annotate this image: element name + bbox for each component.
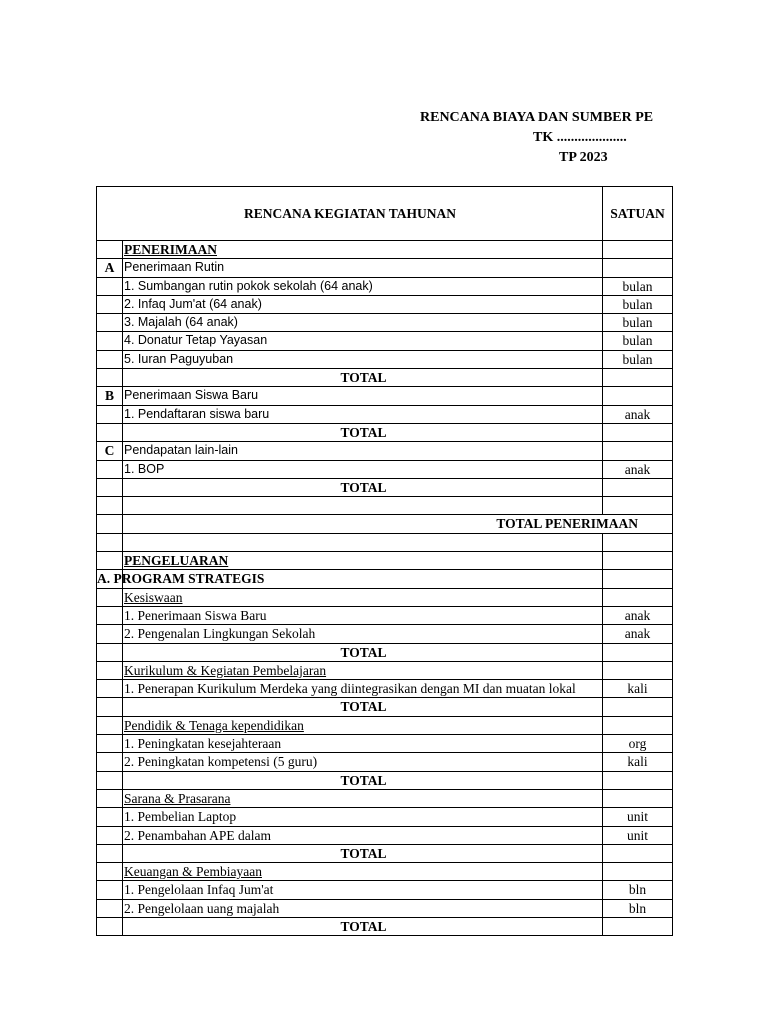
row-code xyxy=(97,717,123,734)
row-label: 2. Pengenalan Lingkungan Sekolah xyxy=(124,626,316,642)
row-unit xyxy=(602,387,672,404)
row-code xyxy=(97,644,123,661)
row-code: A xyxy=(97,259,123,276)
row-unit xyxy=(602,772,672,789)
row-unit: unit xyxy=(602,808,672,825)
row-code xyxy=(97,314,123,331)
row-unit: unit xyxy=(602,827,672,844)
row-code: C xyxy=(97,442,123,459)
row-unit xyxy=(602,589,672,606)
table-row xyxy=(96,607,673,625)
table-row xyxy=(96,314,673,332)
row-label: 4. Donatur Tetap Yayasan xyxy=(124,333,268,348)
table-row xyxy=(96,881,673,899)
row-unit: bulan xyxy=(602,332,672,349)
row-code xyxy=(97,461,123,478)
table-header-row xyxy=(96,186,673,241)
row-unit xyxy=(602,662,672,679)
row-label: 1. Peningkatan kesejahteraan xyxy=(124,736,282,752)
row-label: TOTAL xyxy=(340,644,387,660)
row-code: B xyxy=(97,387,123,404)
row-code xyxy=(97,680,123,697)
table-row xyxy=(96,259,673,277)
row-unit xyxy=(602,863,672,880)
row-label: TOTAL xyxy=(340,772,387,788)
row-code xyxy=(97,515,123,532)
row-unit: kali xyxy=(602,753,672,770)
table-row xyxy=(96,296,673,314)
row-label: PENERIMAAN xyxy=(124,242,217,257)
row-code xyxy=(97,900,123,917)
row-unit xyxy=(602,241,672,258)
table-row xyxy=(96,918,673,936)
unit-column-header: SATUAN xyxy=(602,187,672,240)
row-unit xyxy=(602,918,672,935)
row-label: TOTAL xyxy=(340,479,387,495)
row-code xyxy=(97,534,123,551)
table-row xyxy=(96,424,673,442)
row-code xyxy=(97,332,123,349)
table-row xyxy=(96,863,673,881)
row-label: 1. BOP xyxy=(124,461,165,476)
row-unit xyxy=(602,442,672,459)
budget-table xyxy=(96,186,673,936)
row-label: Kesiswaan xyxy=(124,589,183,605)
row-unit: anak xyxy=(602,625,672,642)
row-code xyxy=(97,369,123,386)
row-unit: kali xyxy=(602,680,672,697)
row-code xyxy=(97,863,123,880)
row-label: TOTAL xyxy=(340,845,387,861)
document-title: RENCANA BIAYA DAN SUMBER PE xyxy=(420,110,654,125)
row-label: Pendidik & Tenaga kependidikan xyxy=(124,717,304,733)
table-row xyxy=(96,717,673,735)
row-label xyxy=(123,534,603,551)
school-name: TK .................... xyxy=(533,130,627,145)
row-unit: bulan xyxy=(602,314,672,331)
table-row xyxy=(96,662,673,680)
row-unit xyxy=(602,497,672,514)
table-row xyxy=(96,442,673,460)
row-unit xyxy=(602,369,672,386)
row-label: 1. Pembelian Laptop xyxy=(124,809,237,825)
row-label: 2. Penambahan APE dalam xyxy=(124,827,271,843)
row-code xyxy=(97,351,123,368)
row-code xyxy=(97,552,123,569)
row-label: TOTAL xyxy=(340,918,387,934)
row-label: TOTAL PENERIMAAN xyxy=(496,516,638,532)
row-code xyxy=(97,753,123,770)
table-row xyxy=(96,808,673,826)
row-label: Sarana & Prasarana xyxy=(124,790,231,806)
row-label: Pendapatan lain-lain xyxy=(124,443,238,458)
table-row xyxy=(96,680,673,698)
row-code xyxy=(97,790,123,807)
row-code xyxy=(97,662,123,679)
row-label: 1. Penerapan Kurikulum Merdeka yang diintegrasikan dengan MI dan muatan lokal xyxy=(124,681,576,697)
row-label: 1. Sumbangan rutin pokok sekolah (64 anak) xyxy=(124,278,373,293)
table-row xyxy=(96,387,673,405)
row-code xyxy=(97,625,123,642)
table-row xyxy=(96,278,673,296)
row-label: 2. Pengelolaan uang majalah xyxy=(124,900,280,916)
row-code xyxy=(97,589,123,606)
row-code: A. PROGRAM STRATEGIS xyxy=(97,571,265,587)
row-code xyxy=(97,772,123,789)
table-row xyxy=(96,827,673,845)
row-unit: bulan xyxy=(602,296,672,313)
row-code xyxy=(97,735,123,752)
row-code xyxy=(97,918,123,935)
row-unit xyxy=(602,534,672,551)
row-unit: org xyxy=(602,735,672,752)
row-code xyxy=(97,881,123,898)
table-row xyxy=(96,625,673,643)
row-code xyxy=(97,241,123,258)
row-unit xyxy=(602,570,672,587)
row-code xyxy=(97,808,123,825)
table-row xyxy=(96,369,673,387)
row-label: TOTAL xyxy=(340,699,387,715)
table-row xyxy=(96,735,673,753)
table-row xyxy=(96,644,673,662)
row-unit: bln xyxy=(602,881,672,898)
row-code xyxy=(97,607,123,624)
table-row xyxy=(96,479,673,497)
table-row xyxy=(96,772,673,790)
table-row xyxy=(96,461,673,479)
row-unit xyxy=(602,644,672,661)
row-label: 1. Pengelolaan Infaq Jum'at xyxy=(124,882,274,898)
school-year: TP 2023 xyxy=(559,150,608,165)
table-row xyxy=(96,351,673,369)
table-row xyxy=(96,845,673,863)
row-label: Penerimaan Siswa Baru xyxy=(124,388,259,403)
row-code xyxy=(97,406,123,423)
table-row xyxy=(96,900,673,918)
row-code xyxy=(97,845,123,862)
table-row xyxy=(96,698,673,716)
row-code xyxy=(97,424,123,441)
row-label: PENGELUARAN xyxy=(124,553,229,569)
row-label: Kurikulum & Kegiatan Pembelajaran xyxy=(124,662,327,678)
table-row xyxy=(96,241,673,259)
table-row xyxy=(96,332,673,350)
row-label: 3. Majalah (64 anak) xyxy=(124,315,238,330)
row-unit: bln xyxy=(602,900,672,917)
row-code xyxy=(97,278,123,295)
row-code xyxy=(97,296,123,313)
row-label: 2. Infaq Jum'at (64 anak) xyxy=(124,296,262,311)
row-label: 5. Iuran Paguyuban xyxy=(124,351,234,366)
row-label: 1. Penerimaan Siswa Baru xyxy=(124,607,267,623)
row-unit: anak xyxy=(602,406,672,423)
row-unit xyxy=(602,259,672,276)
row-unit xyxy=(602,552,672,569)
table-row xyxy=(96,570,673,588)
table-row xyxy=(96,753,673,771)
row-unit xyxy=(602,717,672,734)
table-row xyxy=(96,534,673,552)
row-code xyxy=(97,698,123,715)
row-code xyxy=(97,497,123,514)
row-label: TOTAL xyxy=(340,424,387,440)
row-label: Keuangan & Pembiayaan xyxy=(124,864,262,880)
row-label xyxy=(123,497,603,514)
row-unit: anak xyxy=(602,607,672,624)
table-row xyxy=(96,406,673,424)
activity-column-header: RENCANA KEGIATAN TAHUNAN xyxy=(243,206,457,221)
table-row xyxy=(96,497,673,515)
row-unit: bulan xyxy=(602,278,672,295)
row-unit: anak xyxy=(602,461,672,478)
row-unit xyxy=(602,479,672,496)
row-unit xyxy=(602,845,672,862)
row-code xyxy=(97,827,123,844)
table-row xyxy=(96,589,673,607)
row-unit xyxy=(602,790,672,807)
row-label: 2. Peningkatan kompetensi (5 guru) xyxy=(124,754,318,770)
row-unit xyxy=(602,424,672,441)
row-label: 1. Pendaftaran siswa baru xyxy=(124,406,270,421)
table-row xyxy=(96,552,673,570)
table-row xyxy=(96,790,673,808)
row-label: TOTAL xyxy=(340,370,387,386)
row-unit xyxy=(602,698,672,715)
row-label: Penerimaan Rutin xyxy=(124,260,225,275)
row-unit: bulan xyxy=(602,351,672,368)
row-code xyxy=(97,479,123,496)
table-row xyxy=(96,515,673,533)
